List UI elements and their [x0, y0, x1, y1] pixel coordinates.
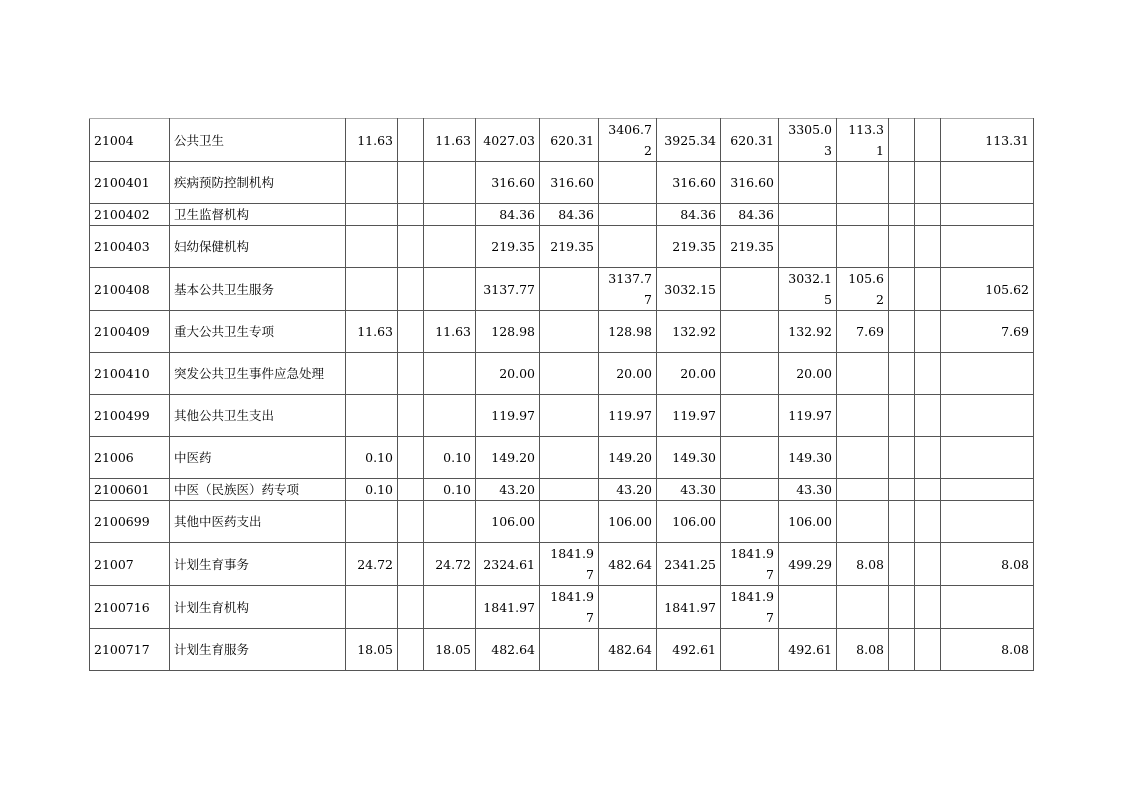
amount-cell: [424, 395, 476, 437]
table-row: [90, 119, 1034, 162]
amount-cell: [398, 353, 424, 395]
amount-cell: 24.72: [424, 543, 476, 586]
amount-cell: 482.64: [476, 629, 540, 671]
amount-cell: [398, 268, 424, 311]
amount-cell: 149.20: [599, 437, 657, 479]
amount-cell: 0.10: [424, 479, 476, 501]
amount-cell: [599, 204, 657, 226]
subject-name: 公共卫生: [170, 119, 346, 162]
amount-cell: [779, 162, 837, 204]
amount-cell: 113.31: [837, 119, 889, 162]
amount-cell: [941, 479, 1034, 501]
amount-cell: 8.08: [837, 543, 889, 586]
table-row: [90, 437, 1034, 479]
amount-cell: 316.60: [721, 162, 779, 204]
subject-name: 妇幼保健机构: [170, 226, 346, 268]
table-row: [90, 543, 1034, 586]
subject-name: 疾病预防控制机构: [170, 162, 346, 204]
amount-cell: [540, 501, 599, 543]
amount-cell: 18.05: [346, 629, 398, 671]
subject-code: 2100402: [90, 204, 170, 226]
amount-cell: [915, 311, 941, 353]
amount-cell: [398, 162, 424, 204]
subject-name: 重大公共卫生专项: [170, 311, 346, 353]
amount-cell: [941, 501, 1034, 543]
amount-cell: 0.10: [424, 437, 476, 479]
amount-cell: [424, 162, 476, 204]
amount-cell: [837, 204, 889, 226]
amount-cell: 11.63: [424, 119, 476, 162]
amount-cell: 18.05: [424, 629, 476, 671]
amount-cell: [540, 437, 599, 479]
amount-cell: 219.35: [540, 226, 599, 268]
amount-cell: [915, 629, 941, 671]
amount-cell: [837, 501, 889, 543]
amount-cell: 499.29: [779, 543, 837, 586]
amount-cell: [721, 501, 779, 543]
amount-cell: [398, 437, 424, 479]
amount-cell: 1841.97: [540, 586, 599, 629]
amount-cell: [599, 162, 657, 204]
amount-cell: [721, 353, 779, 395]
amount-cell: 119.97: [657, 395, 721, 437]
amount-cell: [721, 437, 779, 479]
amount-cell: 620.31: [721, 119, 779, 162]
amount-cell: 11.63: [346, 311, 398, 353]
amount-cell: 7.69: [837, 311, 889, 353]
amount-cell: [424, 268, 476, 311]
amount-cell: [889, 353, 915, 395]
amount-cell: [398, 226, 424, 268]
amount-cell: [915, 395, 941, 437]
amount-cell: [941, 395, 1034, 437]
amount-cell: [889, 204, 915, 226]
table-row: [90, 204, 1034, 226]
amount-cell: [346, 586, 398, 629]
amount-cell: [941, 353, 1034, 395]
amount-cell: [599, 226, 657, 268]
table-row: [90, 586, 1034, 629]
amount-cell: 1841.97: [540, 543, 599, 586]
amount-cell: [889, 543, 915, 586]
amount-cell: [540, 268, 599, 311]
amount-cell: [398, 479, 424, 501]
amount-cell: 20.00: [476, 353, 540, 395]
subject-code: 2100401: [90, 162, 170, 204]
amount-cell: [398, 501, 424, 543]
amount-cell: 1841.97: [476, 586, 540, 629]
amount-cell: [941, 437, 1034, 479]
subject-code: 2100499: [90, 395, 170, 437]
amount-cell: 316.60: [476, 162, 540, 204]
subject-name: 突发公共卫生事件应急处理: [170, 353, 346, 395]
amount-cell: [889, 162, 915, 204]
subject-name: 计划生育机构: [170, 586, 346, 629]
amount-cell: [837, 162, 889, 204]
subject-name: 中医（民族医）药专项: [170, 479, 346, 501]
subject-code: 2100403: [90, 226, 170, 268]
amount-cell: [915, 479, 941, 501]
amount-cell: [915, 226, 941, 268]
subject-code: 21004: [90, 119, 170, 162]
amount-cell: 20.00: [657, 353, 721, 395]
amount-cell: [346, 353, 398, 395]
amount-cell: [915, 204, 941, 226]
amount-cell: 3137.77: [599, 268, 657, 311]
subject-name: 计划生育事务: [170, 543, 346, 586]
amount-cell: [398, 586, 424, 629]
amount-cell: 20.00: [599, 353, 657, 395]
amount-cell: 1841.97: [721, 543, 779, 586]
amount-cell: [424, 226, 476, 268]
subject-code: 2100601: [90, 479, 170, 501]
amount-cell: 106.00: [779, 501, 837, 543]
amount-cell: [540, 311, 599, 353]
amount-cell: [889, 629, 915, 671]
amount-cell: 132.92: [657, 311, 721, 353]
amount-cell: [915, 501, 941, 543]
table-row: [90, 479, 1034, 501]
amount-cell: 3032.15: [657, 268, 721, 311]
amount-cell: 0.10: [346, 437, 398, 479]
amount-cell: [915, 353, 941, 395]
amount-cell: [837, 437, 889, 479]
amount-cell: 128.98: [476, 311, 540, 353]
amount-cell: [346, 162, 398, 204]
amount-cell: 219.35: [657, 226, 721, 268]
amount-cell: [941, 162, 1034, 204]
subject-code: 21006: [90, 437, 170, 479]
amount-cell: [721, 479, 779, 501]
amount-cell: [721, 311, 779, 353]
subject-code: 2100717: [90, 629, 170, 671]
amount-cell: 43.20: [599, 479, 657, 501]
amount-cell: 316.60: [540, 162, 599, 204]
amount-cell: [915, 437, 941, 479]
amount-cell: 492.61: [657, 629, 721, 671]
amount-cell: [889, 395, 915, 437]
amount-cell: 3305.03: [779, 119, 837, 162]
amount-cell: 149.30: [657, 437, 721, 479]
amount-cell: 20.00: [779, 353, 837, 395]
table-row: [90, 311, 1034, 353]
amount-cell: 119.97: [599, 395, 657, 437]
amount-cell: [837, 226, 889, 268]
amount-cell: 8.08: [941, 629, 1034, 671]
amount-cell: [398, 629, 424, 671]
amount-cell: 119.97: [476, 395, 540, 437]
amount-cell: 106.00: [657, 501, 721, 543]
table-row: [90, 162, 1034, 204]
table-row: [90, 353, 1034, 395]
amount-cell: [779, 226, 837, 268]
amount-cell: [941, 586, 1034, 629]
amount-cell: 105.62: [941, 268, 1034, 311]
amount-cell: 1841.97: [657, 586, 721, 629]
amount-cell: 4027.03: [476, 119, 540, 162]
amount-cell: [915, 543, 941, 586]
table-body: [90, 119, 1034, 671]
amount-cell: [346, 268, 398, 311]
amount-cell: 119.97: [779, 395, 837, 437]
amount-cell: 7.69: [941, 311, 1034, 353]
subject-name: 其他中医药支出: [170, 501, 346, 543]
amount-cell: 2324.61: [476, 543, 540, 586]
amount-cell: 219.35: [476, 226, 540, 268]
amount-cell: 8.08: [941, 543, 1034, 586]
amount-cell: 132.92: [779, 311, 837, 353]
amount-cell: 43.20: [476, 479, 540, 501]
amount-cell: 620.31: [540, 119, 599, 162]
amount-cell: 43.30: [779, 479, 837, 501]
table-row: [90, 501, 1034, 543]
amount-cell: [889, 479, 915, 501]
table-row: [90, 268, 1034, 311]
subject-name: 其他公共卫生支出: [170, 395, 346, 437]
subject-name: 卫生监督机构: [170, 204, 346, 226]
subject-code: 2100699: [90, 501, 170, 543]
amount-cell: [398, 543, 424, 586]
amount-cell: 106.00: [476, 501, 540, 543]
amount-cell: [398, 119, 424, 162]
amount-cell: [915, 586, 941, 629]
amount-cell: 1841.97: [721, 586, 779, 629]
amount-cell: [721, 395, 779, 437]
amount-cell: [889, 437, 915, 479]
amount-cell: 84.36: [657, 204, 721, 226]
amount-cell: 43.30: [657, 479, 721, 501]
amount-cell: 24.72: [346, 543, 398, 586]
amount-cell: [398, 204, 424, 226]
amount-cell: 219.35: [721, 226, 779, 268]
amount-cell: [540, 353, 599, 395]
amount-cell: [424, 501, 476, 543]
subject-code: 2100408: [90, 268, 170, 311]
amount-cell: 113.31: [941, 119, 1034, 162]
amount-cell: [424, 353, 476, 395]
amount-cell: 84.36: [540, 204, 599, 226]
amount-cell: 3137.77: [476, 268, 540, 311]
subject-code: 2100410: [90, 353, 170, 395]
amount-cell: 2341.25: [657, 543, 721, 586]
amount-cell: [779, 204, 837, 226]
subject-code: 2100409: [90, 311, 170, 353]
amount-cell: [540, 629, 599, 671]
amount-cell: [915, 119, 941, 162]
amount-cell: [837, 586, 889, 629]
table-row: [90, 629, 1034, 671]
amount-cell: [889, 119, 915, 162]
amount-cell: [889, 311, 915, 353]
amount-cell: [915, 268, 941, 311]
subject-name: 中医药: [170, 437, 346, 479]
amount-cell: [889, 268, 915, 311]
amount-cell: [346, 204, 398, 226]
amount-cell: [346, 501, 398, 543]
amount-cell: [915, 162, 941, 204]
subject-name: 基本公共卫生服务: [170, 268, 346, 311]
amount-cell: 149.20: [476, 437, 540, 479]
amount-cell: [889, 226, 915, 268]
budget-table: [89, 118, 1034, 671]
subject-code: 2100716: [90, 586, 170, 629]
amount-cell: 11.63: [346, 119, 398, 162]
amount-cell: 482.64: [599, 543, 657, 586]
amount-cell: 105.62: [837, 268, 889, 311]
amount-cell: 316.60: [657, 162, 721, 204]
amount-cell: [889, 501, 915, 543]
amount-cell: 3032.15: [779, 268, 837, 311]
amount-cell: [889, 586, 915, 629]
amount-cell: 149.30: [779, 437, 837, 479]
amount-cell: [346, 226, 398, 268]
amount-cell: [837, 395, 889, 437]
amount-cell: 106.00: [599, 501, 657, 543]
amount-cell: 11.63: [424, 311, 476, 353]
amount-cell: [721, 268, 779, 311]
amount-cell: [424, 204, 476, 226]
table-row: [90, 226, 1034, 268]
amount-cell: [424, 586, 476, 629]
amount-cell: 482.64: [599, 629, 657, 671]
amount-cell: 3406.72: [599, 119, 657, 162]
amount-cell: [398, 395, 424, 437]
amount-cell: [540, 479, 599, 501]
amount-cell: [540, 395, 599, 437]
subject-code: 21007: [90, 543, 170, 586]
amount-cell: [398, 311, 424, 353]
amount-cell: [721, 629, 779, 671]
amount-cell: [941, 226, 1034, 268]
amount-cell: 3925.34: [657, 119, 721, 162]
amount-cell: 8.08: [837, 629, 889, 671]
subject-name: 计划生育服务: [170, 629, 346, 671]
amount-cell: [837, 353, 889, 395]
amount-cell: 84.36: [721, 204, 779, 226]
amount-cell: [779, 586, 837, 629]
table-row: [90, 395, 1034, 437]
amount-cell: [599, 586, 657, 629]
amount-cell: 84.36: [476, 204, 540, 226]
amount-cell: [346, 395, 398, 437]
amount-cell: 492.61: [779, 629, 837, 671]
amount-cell: 128.98: [599, 311, 657, 353]
amount-cell: [837, 479, 889, 501]
amount-cell: [941, 204, 1034, 226]
amount-cell: 0.10: [346, 479, 398, 501]
